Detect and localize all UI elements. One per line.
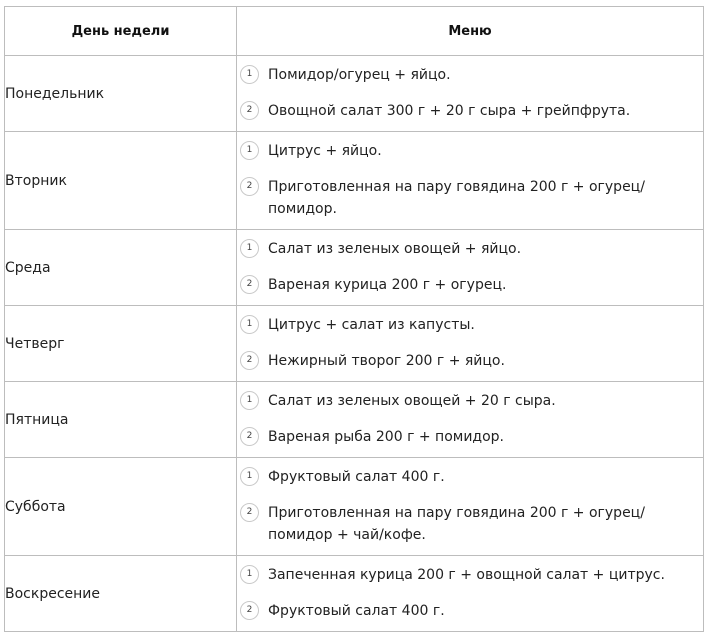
item-text: Вареная курица 200 г + огурец. xyxy=(268,277,507,293)
header-menu: Меню xyxy=(237,7,704,56)
item-number-badge: 1 xyxy=(240,565,259,584)
list-item xyxy=(237,426,703,448)
menu-item-list xyxy=(237,556,703,631)
item-number-badge: 1 xyxy=(240,315,259,334)
menu-table xyxy=(4,6,704,632)
day-cell: Воскресение xyxy=(5,556,237,632)
table-row xyxy=(5,458,704,556)
day-cell: Четверг xyxy=(5,306,237,382)
day-cell: Среда xyxy=(5,230,237,306)
item-number-badge: 2 xyxy=(240,503,259,522)
table-header-row xyxy=(5,7,704,56)
menu-item-list xyxy=(237,56,703,131)
item-number-badge: 2 xyxy=(240,275,259,294)
list-item xyxy=(237,100,703,122)
list-item xyxy=(237,64,703,86)
item-text: Фруктовый салат 400 г. xyxy=(268,469,445,485)
item-text: Цитрус + салат из капусты. xyxy=(268,317,475,333)
item-number-badge: 2 xyxy=(240,601,259,620)
menu-item-list xyxy=(237,306,703,381)
item-text: Вареная рыба 200 г + помидор. xyxy=(268,429,505,445)
day-cell: Суббота xyxy=(5,458,237,556)
list-item xyxy=(237,274,703,296)
list-item xyxy=(237,140,703,162)
item-text: Помидор/огурец + яйцо. xyxy=(268,67,451,83)
list-item xyxy=(237,466,703,488)
list-item xyxy=(237,600,703,622)
item-text: Приготовленная на пару говядина 200 г + огурец/помидор. xyxy=(268,179,645,217)
day-cell: Понедельник xyxy=(5,56,237,132)
item-text: Фруктовый салат 400 г. xyxy=(268,603,445,619)
menu-cell xyxy=(237,458,704,556)
item-text: Цитрус + яйцо. xyxy=(268,143,382,159)
item-number-badge: 1 xyxy=(240,141,259,160)
menu-cell xyxy=(237,556,704,632)
item-text: Нежирный творог 200 г + яйцо. xyxy=(268,353,505,369)
item-number-badge: 2 xyxy=(240,101,259,120)
menu-cell xyxy=(237,56,704,132)
table-row xyxy=(5,132,704,230)
item-number-badge: 1 xyxy=(240,65,259,84)
item-number-badge: 1 xyxy=(240,467,259,486)
menu-item-list xyxy=(237,458,703,555)
item-number-badge: 1 xyxy=(240,391,259,410)
header-day: День недели xyxy=(5,7,237,56)
table-row xyxy=(5,230,704,306)
item-text: Овощной салат 300 г + 20 г сыра + грейпфрута. xyxy=(268,103,631,119)
menu-item-list xyxy=(237,382,703,457)
table-row xyxy=(5,306,704,382)
menu-table-body xyxy=(5,56,704,632)
table-row xyxy=(5,382,704,458)
menu-cell xyxy=(237,132,704,230)
list-item xyxy=(237,502,703,546)
item-number-badge: 2 xyxy=(240,351,259,370)
day-cell: Вторник xyxy=(5,132,237,230)
list-item xyxy=(237,390,703,412)
item-text: Салат из зеленых овощей + 20 г сыра. xyxy=(268,393,556,409)
list-item xyxy=(237,176,703,220)
list-item xyxy=(237,350,703,372)
day-cell: Пятница xyxy=(5,382,237,458)
item-number-badge: 1 xyxy=(240,239,259,258)
item-number-badge: 2 xyxy=(240,177,259,196)
table-row xyxy=(5,556,704,632)
menu-item-list xyxy=(237,132,703,229)
menu-cell xyxy=(237,230,704,306)
item-number-badge: 2 xyxy=(240,427,259,446)
list-item xyxy=(237,564,703,586)
menu-item-list xyxy=(237,230,703,305)
table-row xyxy=(5,56,704,132)
list-item xyxy=(237,238,703,260)
list-item xyxy=(237,314,703,336)
item-text: Приготовленная на пару говядина 200 г + огурец/помидор + чай/кофе. xyxy=(268,505,645,543)
item-text: Запеченная курица 200 г + овощной салат + цитрус. xyxy=(268,567,665,583)
menu-cell xyxy=(237,382,704,458)
menu-cell xyxy=(237,306,704,382)
item-text: Салат из зеленых овощей + яйцо. xyxy=(268,241,522,257)
